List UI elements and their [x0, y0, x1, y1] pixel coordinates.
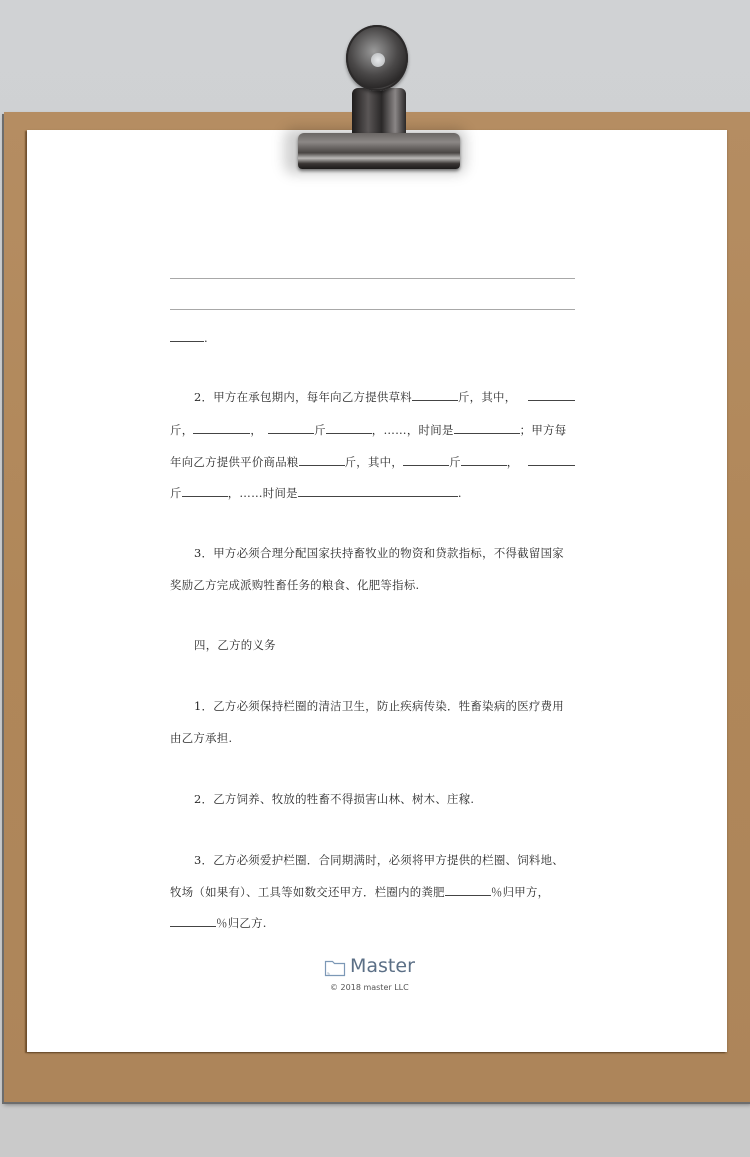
continuation-end	[170, 330, 208, 345]
text: ，	[506, 455, 519, 469]
blank-field	[461, 454, 507, 466]
blank-field	[193, 422, 250, 434]
binder-clip-icon	[284, 20, 466, 172]
clause-2-line-4	[170, 485, 462, 501]
text: 斤，其中，	[457, 390, 517, 404]
blank-field	[326, 422, 372, 434]
blank-field	[454, 422, 520, 434]
master-logo	[324, 957, 424, 997]
text: .	[457, 486, 462, 500]
text: ，……时间是	[227, 486, 298, 500]
blank-rule-1	[170, 278, 575, 279]
text: 年向乙方提供平价商品粮	[170, 455, 299, 469]
text: 斤，	[170, 423, 194, 437]
clause-2-line-1	[170, 389, 516, 405]
section-4-clause-1-line-1: 1．乙方必须保持栏圈的清洁卫生，防止疾病传染．牲畜染病的医疗费用	[194, 699, 564, 713]
section-4-clause-3-line-3	[170, 915, 267, 931]
text: ，	[250, 423, 263, 437]
section-4-clause-1-line-2: 由乙方承担.	[170, 731, 233, 745]
text: 斤	[449, 455, 461, 469]
blank-field	[182, 485, 228, 497]
clause-2-line-3-blank	[528, 454, 575, 469]
text: ％归甲方，	[490, 885, 550, 899]
folder-icon	[324, 959, 346, 977]
clause-3-line-1: 3．甲方必须合理分配国家扶持畜牧业的物资和贷款指标，不得截留国家	[194, 546, 564, 560]
text: 斤	[170, 486, 182, 500]
text: 斤，其中，	[344, 455, 404, 469]
section-4-clause-3-line-1: 3．乙方必须爱护栏圈．合同期满时，必须将甲方提供的栏圈、饲料地、	[194, 853, 564, 867]
clause-2-line-2	[170, 422, 566, 438]
clip-bar	[298, 133, 460, 169]
text: ％归乙方.	[216, 916, 267, 930]
blank-field	[170, 330, 204, 342]
text: ，……，时间是	[371, 423, 454, 437]
text: ；甲方每	[519, 423, 567, 437]
text: 2．甲方在承包期内，每年向乙方提供草料	[194, 390, 412, 404]
text: 斤	[314, 423, 326, 437]
blank-field	[170, 915, 216, 927]
blank-field	[528, 389, 575, 401]
text: .	[204, 331, 208, 345]
copyright-text: © 2018 master LLC	[330, 983, 409, 992]
blank-field	[268, 422, 314, 434]
blank-field	[445, 884, 491, 896]
section-4-clause-2-line-1: 2．乙方饲养、牧放的牲畜不得损害山林、树木、庄稼.	[194, 792, 475, 806]
clause-2-line-3	[170, 454, 518, 470]
clause-2-line-1-blank	[528, 389, 575, 404]
blank-field	[528, 454, 575, 466]
text: 牧场（如果有）、工具等如数交还甲方．栏圈内的粪肥	[170, 885, 445, 899]
section-4-clause-3-line-2	[170, 884, 549, 900]
clause-3-line-2: 奖励乙方完成派购牲畜任务的粮食、化肥等指标.	[170, 578, 420, 592]
blank-field	[298, 485, 458, 497]
section-heading: 四，乙方的义务	[194, 638, 276, 652]
blank-field	[403, 454, 449, 466]
brand-name: Master	[350, 955, 415, 977]
blank-field	[412, 389, 458, 401]
clip-hole	[371, 53, 385, 67]
blank-field	[299, 454, 345, 466]
blank-rule-2	[170, 309, 575, 310]
